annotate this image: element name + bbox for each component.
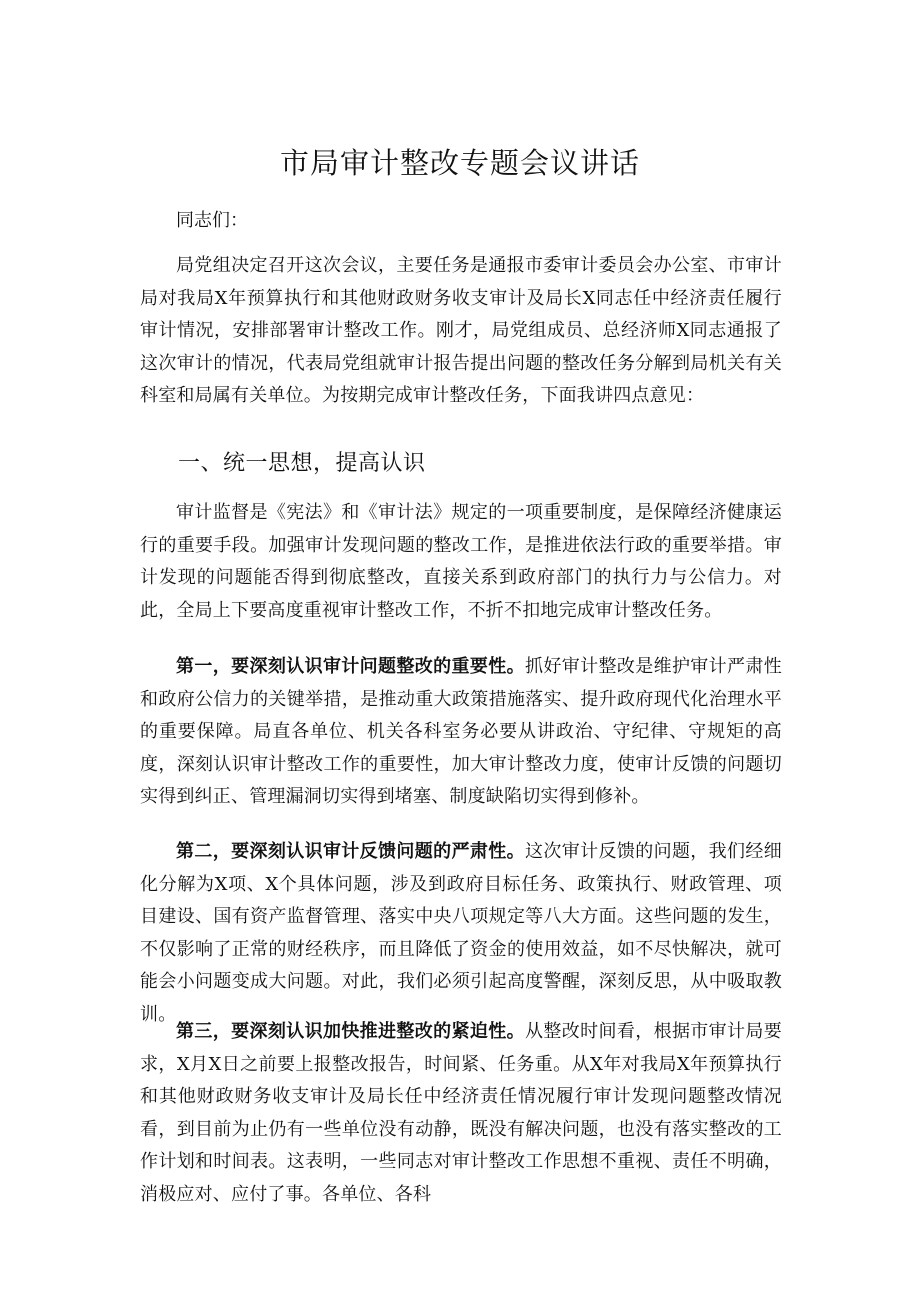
greeting: 同志们： bbox=[176, 210, 248, 231]
intro-paragraph: 局党组决定召开这次会议，主要任务是通报市委审计委员会办公室、市审计局对我局X年预算执行和其他财政财务收支审计及局长X同志任中经济责任履行审计情况，安排部署审计整改工作。刚才，局党组成员、总经济师X同志通报了这次审计的情况，代表局党组就审计报告提出问题的整改任务分解到局机关有关科室和局属有关单位。为按期完成审计整改任务，下面我讲四点意见： bbox=[140, 255, 782, 407]
point-two-text: 这次审计反馈的问题，我们经细化分解为X项、X个具体问题，涉及到政府目标任务、政策执行、财政管理、项目建设、国有资产监督管理、落实中央八项规定等八大方面。这些问题的发生，不仅影响了正常的财经秩序，而且降低了资金的使用效益，如不尽快解决，就可能会小问题变成大问题。对此，我们必须引起高度警醒，深刻反思，从中吸取教训。 bbox=[140, 841, 782, 1025]
point-one-lead: 第一，要深刻认识审计问题整改的重要性。 bbox=[176, 656, 525, 677]
point-three-paragraph bbox=[140, 1016, 782, 1212]
point-three-block bbox=[140, 1016, 782, 1212]
point-one-block bbox=[140, 651, 782, 814]
point-three-text: 从整改时间看，根据市审计局要求，X月X日之前要上报整改报告，时间紧、任务重。从X年对我局X年预算执行和其他财政财务收支审计及局长任中经济责任情况履行审计发现问题整改情况看，到目前为止仍有一些单位没有动静，既没有解决问题，也没有落实整改的工作计划和时间表。这表明，一些同志对审计整改工作思想不重视、责任不明确，消极应对、应付了事。各单位、各科 bbox=[140, 1021, 782, 1205]
section-paragraph: 审计监督是《宪法》和《审计法》规定的一项重要制度，是保障经济健康运行的重要手段。加强审计发现问题的整改工作，是推进依法行政的重要举措。审计发现的问题能否得到彻底整改，直接关系到政府部门的执行力与公信力。对此，全局上下要高度重视审计整改工作，不折不扣地完成审计整改任务。 bbox=[140, 502, 782, 621]
point-one-text: 抓好审计整改是维护审计严肃性和政府公信力的关键举措，是推动重大政策措施落实、提升政府现代化治理水平的重要保障。局直各单位、机关各科室务必要从讲政治、守纪律、守规矩的高度，深刻认识审计整改工作的重要性，加大审计整改力度，使审计反馈的问题切实得到纠正、管理漏洞切实得到堵塞、制度缺陷切实得到修补。 bbox=[140, 656, 782, 808]
point-one-paragraph bbox=[140, 651, 782, 814]
point-two-block bbox=[140, 836, 782, 1032]
document-title: 市局审计整改专题会议讲话 bbox=[279, 146, 640, 180]
intro-block bbox=[140, 250, 782, 413]
section-heading: 一、统一思想，提高认识 bbox=[178, 451, 426, 476]
section-paragraph-block bbox=[140, 497, 782, 627]
point-three-lead: 第三，要深刻认识加快推进整改的紧迫性。 bbox=[176, 1021, 525, 1042]
point-two-lead: 第二，要深刻认识审计反馈问题的严肃性。 bbox=[176, 841, 525, 862]
point-two-paragraph bbox=[140, 836, 782, 1032]
